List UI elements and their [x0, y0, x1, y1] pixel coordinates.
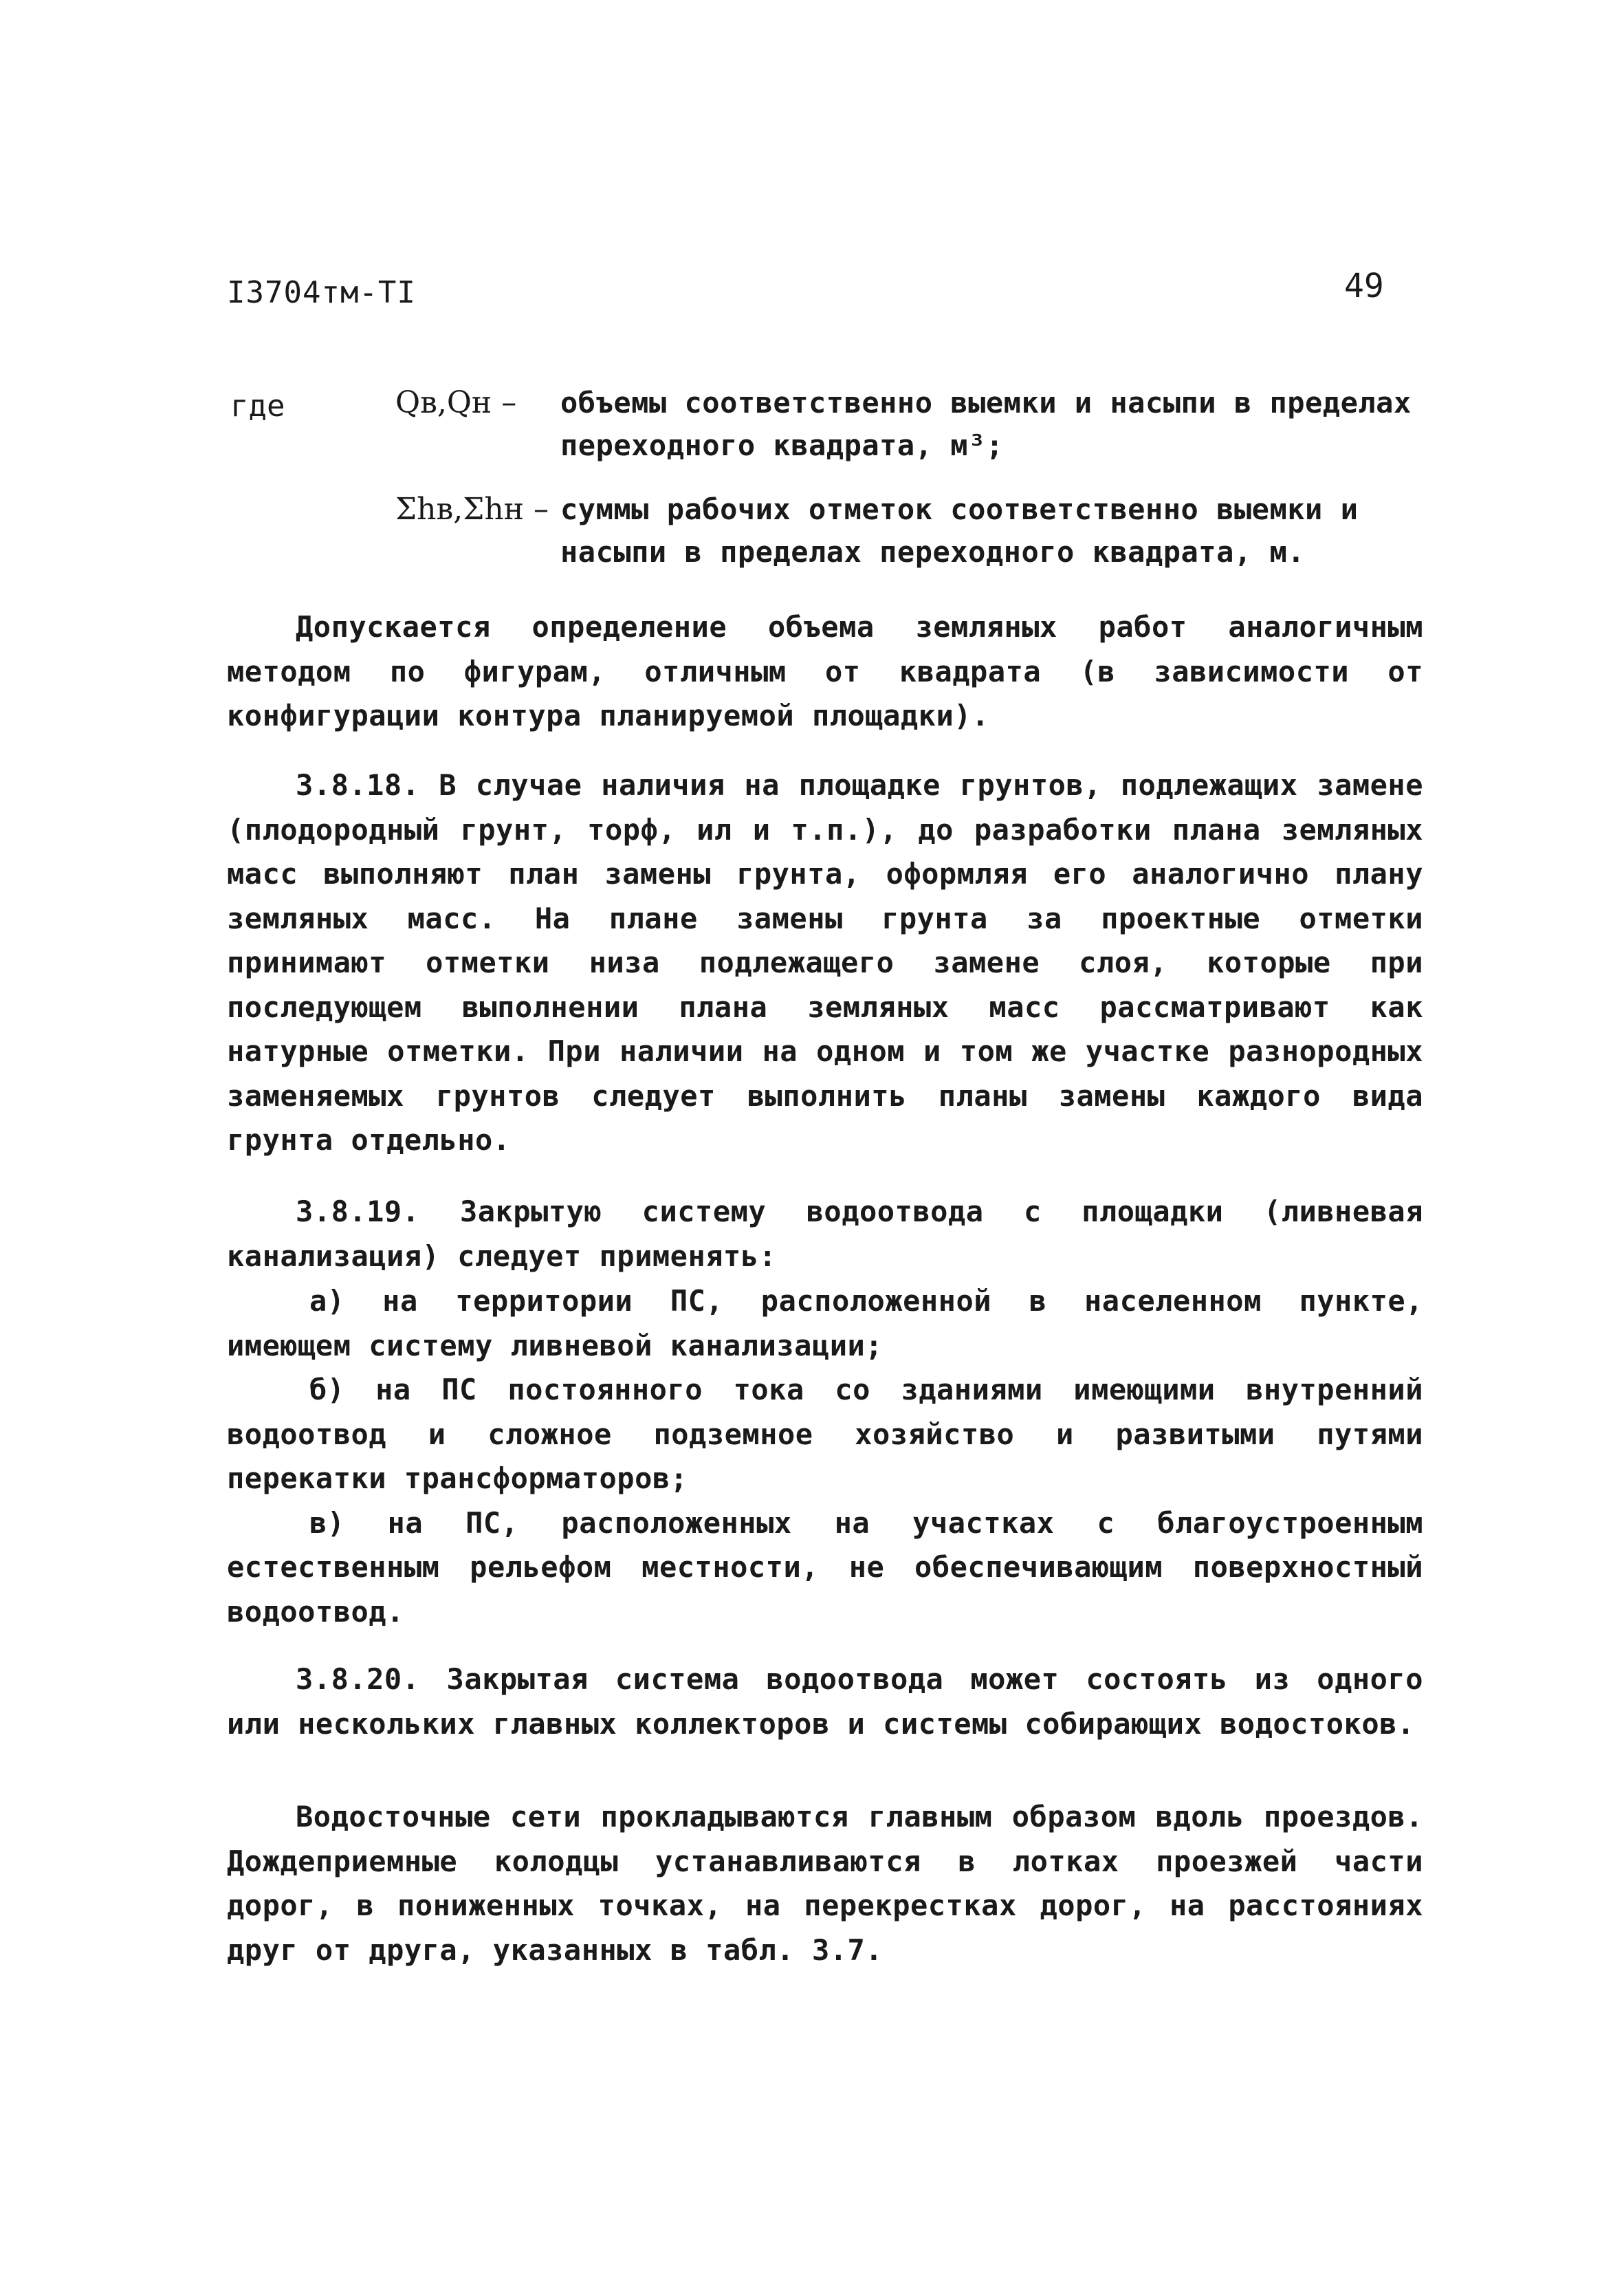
paragraph-text: 3.8.18. В случае наличия на площадке грунтов, подлежащих замене (плодородный грунт, торф, ил и т.п.), до разработки плана земляных масс выполняют план замены грунта, оформляя его аналогично плану земляных масс. На плане замены грунта за проектные отметки принимают отметки низа подлежащего замене слоя, которые при последующем выполнении плана земляных масс рассматривают как натурные отметки. При наличии на одном и том же участке разнородных заменяемых грунтов следует выполнить планы замены каждого вида грунта отдельно. — [227, 768, 1423, 1157]
paragraph-3-8-20 — [227, 1657, 1423, 1746]
definition-symbol: Qв,Qн – — [395, 385, 517, 420]
definition-symbol: Σhв,Σhн – — [395, 492, 549, 527]
conditions-list — [227, 1279, 1423, 1634]
paragraph-drainage-networks — [227, 1795, 1423, 1972]
page-number: 49 — [1344, 267, 1384, 305]
list-item-v: в) на ПС, расположенных на участках с благоустроенным естественным рельефом местности, не обеспечивающим поверхностный водоотвод. — [227, 1505, 1423, 1629]
definition-text: объемы соответственно выемки и насыпи в пределах переходного квадрата, м³; — [560, 386, 1412, 462]
paragraph-text: 3.8.20. Закрытая система водоотвода может состоять из одного или нескольких главных коллекторов и системы собирающих водостоков. — [227, 1662, 1423, 1741]
paragraph-text: Допускается определение объема земляных работ аналогичным методом по фигурам, отличным от квадрата (в зависимости от конфигурации контура планируемой площадки). — [227, 610, 1423, 732]
where-word: где — [230, 389, 285, 424]
paragraph-figures-method — [227, 605, 1423, 739]
document-code: I3704тм-TI — [227, 275, 416, 310]
definition-text: суммы рабочих отметок соответственно выемки и насыпи в пределах переходного квадрата, м. — [560, 492, 1359, 569]
list-item-a: а) на территории ПС, расположенной в населенном пункте, имеющем систему ливневой канализации; — [227, 1284, 1423, 1362]
list-item-b: б) на ПС постоянного тока со зданиями имеющими внутренний водоотвод и сложное подземное хозяйство и развитыми путями перекатки трансформаторов; — [227, 1373, 1423, 1495]
paragraph-text: Водосточные сети прокладываются главным образом вдоль проездов. Дождеприемные колодцы устанавливаются в лотках проезжей части дорог, в пониженных точках, на перекрестках дорог, на расстояниях друг от друга, указанных в табл. 3.7. — [227, 1800, 1423, 1967]
paragraph-3-8-18 — [227, 763, 1423, 1163]
paragraph-3-8-19 — [227, 1190, 1423, 1278]
paragraph-text: 3.8.19. Закрытую систему водоотвода с площадки (ливневая канализация) следует применять: — [227, 1195, 1423, 1273]
